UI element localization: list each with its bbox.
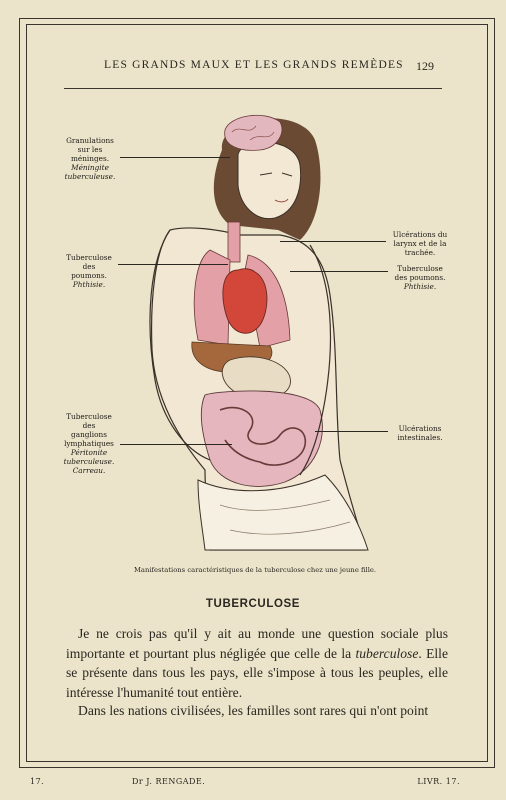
label-line: méninges.	[70, 154, 110, 163]
leader-intestinal	[315, 431, 388, 432]
label-italic: Carreau.	[72, 466, 106, 475]
footer-author: Dr J. RENGADE.	[132, 777, 206, 786]
label-italic: Méningite	[71, 163, 109, 172]
anatomical-illustration	[110, 110, 380, 560]
label-line: Tuberculose	[397, 264, 443, 273]
label-line: des poumons.	[394, 273, 446, 282]
label-line: des	[82, 262, 96, 271]
label-meninges	[60, 136, 120, 181]
label-line: Ulcérations	[398, 424, 442, 433]
heart	[223, 269, 267, 334]
label-line: ganglions	[71, 430, 107, 439]
label-italic: Phthisie.	[72, 280, 106, 289]
leader-ganglions	[120, 444, 232, 445]
leader-larynx	[280, 241, 386, 242]
para1-text-after: . Elle se présente dans tous les pays, elle s'impose à tous les peuples, elle intéresse l'humanité tout entière.	[66, 645, 448, 700]
label-line: Tuberculose	[66, 412, 112, 421]
label-line: trachée.	[404, 248, 436, 257]
label-line: intestinales.	[397, 433, 443, 442]
leader-lungs-left	[118, 264, 228, 265]
label-italic: tuberculeuse.	[64, 172, 116, 181]
label-lungs-right	[390, 264, 450, 291]
label-lungs-left	[62, 253, 116, 289]
label-line: Granulations	[66, 136, 114, 145]
leader-meninges	[120, 157, 230, 158]
label-line: sur les	[77, 145, 103, 154]
label-line: Tuberculose	[66, 253, 112, 262]
label-line: lymphatiques	[64, 439, 114, 448]
label-larynx	[388, 230, 452, 257]
body-paragraph-2	[66, 701, 448, 721]
para1-text-before: Je ne crois pas qu'il y ait au monde une question sociale plus importante et pourtant plus négligée que celle de la	[66, 626, 448, 661]
label-line: poumons.	[71, 271, 107, 280]
leader-lungs-right	[290, 271, 388, 272]
body-paragraph-1	[66, 624, 448, 702]
label-intestinal	[390, 424, 450, 442]
label-line: larynx et de la	[393, 239, 447, 248]
footer-signature-number: 17.	[30, 777, 45, 786]
section-title: TUBERCULOSE	[205, 598, 301, 610]
page-number: 129	[416, 59, 434, 73]
label-line: des	[82, 421, 96, 430]
label-line: Ulcérations du	[392, 230, 448, 239]
figure-caption: Manifestations caractéristiques de la tuberculose chez une jeune fille.	[133, 566, 377, 574]
face	[238, 142, 301, 218]
label-italic: Péritonite	[70, 448, 108, 457]
label-italic: Phthisie.	[403, 282, 437, 291]
header-title: LES GRANDS MAUX ET LES GRANDS REMÈDES	[104, 59, 404, 71]
label-italic: tuberculeuse.	[63, 457, 115, 466]
para1-italic-term: tuberculose	[355, 645, 419, 661]
footer-livraison: LIVR. 17.	[417, 777, 460, 786]
para2-text: Dans les nations civilisées, les familles sont rares qui n'ont point	[78, 703, 429, 718]
trachea	[228, 222, 240, 262]
header-rule	[64, 88, 442, 89]
label-ganglions	[58, 412, 120, 475]
